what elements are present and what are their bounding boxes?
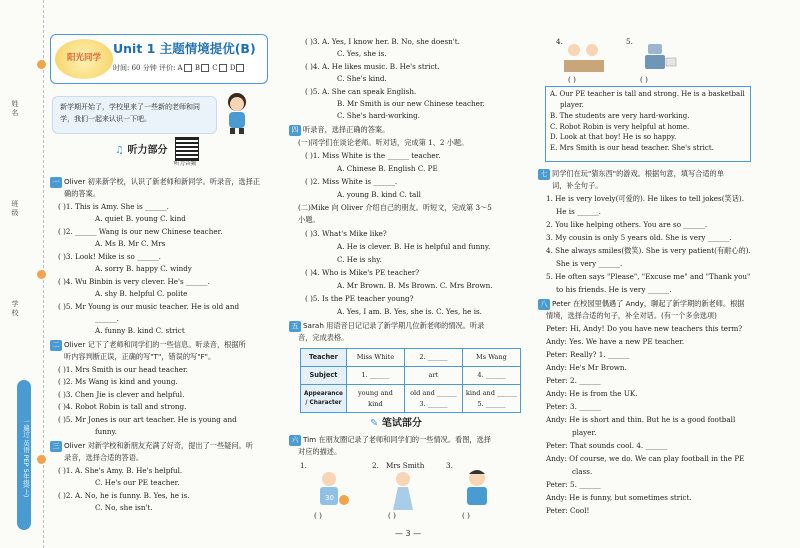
sec4-q2-opts: A. young B. kind C. tall — [337, 190, 421, 199]
grade-box[interactable] — [219, 64, 227, 72]
table-cell[interactable]: 2. ______ — [404, 349, 462, 367]
grade-b: B — [194, 64, 200, 72]
option-e: E. Mrs Smith is our head teacher. She's strict. — [550, 144, 714, 153]
sec4-part2: (二)Mike 向 Oliver 介绍自己的朋友。听短文，完成第 3～5 — [298, 203, 492, 212]
sec3-q3: ( )3. A. Yes, I know her. B. No, she doesn't. — [305, 37, 460, 46]
option-d: D. Look at that boy! He is so happy. — [550, 133, 677, 142]
row-head: Appearance / Character — [301, 385, 347, 413]
sec8-title2: 情境，选择合适的句子，补全对话。(有一个多余选项) — [546, 311, 717, 320]
pic2-caption: Mrs Smith — [386, 461, 425, 470]
time-grade-line — [113, 63, 245, 74]
brand-logo: 阳光同学 — [55, 39, 113, 79]
dialog-line[interactable]: Peter: 2. ______ — [546, 376, 601, 385]
pencil-icon: ✎ — [370, 418, 379, 429]
grade-box[interactable] — [184, 64, 192, 72]
binding-dot — [37, 270, 46, 279]
sec7-title2: 词，补全句子。 — [552, 181, 603, 190]
sec7-item: 1. He is very lovely(可爱的). He likes to tell jokes(笑话). — [546, 194, 744, 203]
name-label: 姓名 — [11, 100, 19, 118]
dialog-line[interactable]: Peter: 3. ______ — [546, 402, 601, 411]
sec3-title: 三 Oliver 对新学校和新朋友充满了好奇，提出了一些疑问。听 — [50, 440, 253, 452]
sec2-item: ( )2. Ms Wang is kind and young. — [58, 377, 178, 386]
dialog-line: Andy: He's Mr Brown. — [546, 363, 627, 372]
dialog-line-cont: class. — [572, 467, 593, 476]
pic-label: 3. — [446, 461, 453, 470]
svg-text:30: 30 — [325, 494, 334, 502]
sec3-q4-c: C. She's kind. — [337, 74, 387, 83]
sec4-q5-opts: A. Yes, I am. B. Yes, she is. C. Yes, he is. — [337, 307, 482, 316]
sec5-title2: 音，完成表格。 — [298, 333, 349, 342]
sec2-item: ( )3. Chen Jie is clever and helpful. — [58, 390, 185, 399]
sec2-item: ( )4. Robot Robin is tall and strong. — [58, 402, 187, 411]
dialog-line[interactable]: Peter: That sounds cool. 4. ______ — [546, 441, 668, 450]
music-note-icon: ♫ — [115, 145, 124, 156]
sec1-q4-opts: A. shy B. helpful C. polite — [95, 289, 188, 298]
grade-c: C — [212, 64, 218, 72]
dialog-line: Andy: He is funny, but sometimes strict. — [546, 493, 692, 502]
binding-dot — [37, 455, 46, 464]
sec7-item-cont[interactable]: to his friends. He is very ______. — [556, 285, 672, 294]
sec3-q1-c: C. He's our PE teacher. — [95, 478, 180, 487]
unit-header — [50, 34, 268, 84]
time-label: 时间: 60 分钟 评价: — [113, 64, 176, 72]
sec1-q3: ( )3. Look! Mike is so ______. — [58, 252, 161, 261]
dialog-line: Andy: Yes. We have a new PE teacher. — [546, 337, 685, 346]
sec7-item-cont[interactable]: She is very ______. — [556, 259, 623, 268]
pic-label: 4. — [556, 37, 563, 46]
sec7-item[interactable]: 2. You like helping others. You are so ______. — [546, 220, 708, 229]
writing-heading: ✎ 笔试部分 — [370, 418, 422, 429]
sec4-q3-opts: A. He is clever. B. He is helpful and funny. — [337, 242, 491, 251]
sec3-q1: ( )1. A. She's Amy. B. He's helpful. — [58, 466, 183, 475]
sec6-title2: 对应的描述。 — [298, 447, 342, 456]
sec2-title: 二 Oliver 记下了老师和同学们的一些信息。听录音，根据所 — [50, 339, 246, 351]
sec7-item: 5. He often says "Please", "Excuse me" and "Thank you" — [546, 272, 751, 281]
sec3-q5-b: B. Mr Smith is our new Chinese teacher. — [337, 99, 485, 108]
sec2-item: ( )1. Mrs Smith is our head teacher. — [58, 365, 188, 374]
dialog-line[interactable]: Peter: 5. ______ — [546, 480, 601, 489]
table-cell[interactable]: 4. ______ — [462, 367, 520, 385]
class-label: 班级 — [11, 200, 19, 218]
sec4-part1: (一)同学们在谈论老师。听对话，完成第 1、2 小题。 — [298, 138, 469, 147]
grade-d: D — [229, 64, 236, 72]
answer-blank[interactable]: ( ) — [314, 511, 322, 520]
sec7-item-cont[interactable]: He is ______. — [556, 207, 601, 216]
answer-blank[interactable]: ( ) — [568, 75, 576, 84]
sec4-part2b: 小题。 — [298, 215, 320, 224]
row-head: Teacher — [301, 349, 347, 367]
sec8-title: 八 Peter 在校园里偶遇了 Andy，聊起了新学期的新老师。根据 — [538, 298, 745, 310]
table-cell[interactable]: 1. ______ — [346, 367, 404, 385]
sec4-q2: ( )2. Miss White is ______. — [305, 177, 398, 186]
sec1-q1: ( )1. This is Amy. She is ______. — [58, 202, 169, 211]
sec7-item: 4. She always smiles(微笑). She is very patient(有耐心的). — [546, 246, 751, 255]
sec6-options-box — [545, 86, 751, 162]
grade-box[interactable] — [201, 64, 209, 72]
dialog-line: Peter: Hi, Andy! Do you have new teachers this term? — [546, 324, 743, 333]
sec5-title: 五 Sarah 用语音日记记录了新学期几位新老师的情况。听录 — [289, 320, 484, 332]
sec1-q2: ( )2. ______ Wang is our new Chinese teacher. — [58, 227, 223, 236]
dialog-line: Andy: He is from the UK. — [546, 389, 638, 398]
dialog-line: Peter: Cool! — [546, 506, 590, 515]
student-illustration — [220, 90, 254, 134]
table-cell: Miss White — [346, 349, 404, 367]
happy-boy-picture — [452, 468, 502, 512]
table-cell: Ms Wang — [462, 349, 520, 367]
sec6-title: 六 Tim 在朋友圈记录了老师和同学们的一些情况。看图，选择 — [289, 434, 491, 446]
binding-dot — [37, 60, 46, 69]
sec4-q3-opts2: C. He is shy. — [337, 255, 382, 264]
sec1-q5-cont: ______. — [95, 314, 119, 323]
unit-title: Unit 1 主题情境提优(B) — [113, 41, 256, 56]
sec4-q3: ( )3. What's Mike like? — [305, 229, 387, 238]
dialog-line-cont: player. — [572, 428, 597, 437]
grade-box[interactable] — [236, 64, 244, 72]
sec4-q1: ( )1. Miss White is the ______ teacher. — [305, 151, 441, 160]
sec2-item-cont: funny. — [95, 427, 117, 436]
sec2-item: ( )5. Mr Jones is our art teacher. He is young and — [58, 415, 237, 424]
intro-bubble: 新学期开始了，学校里来了一些新的老师和同学，我们一起来认识一下吧。 — [52, 96, 217, 134]
sec7-title: 七 同学们在玩"猜东西"的游戏。根据句意，填写合适的单 — [538, 168, 724, 180]
sec4-q4: ( )4. Who is Mike's PE teacher? — [305, 268, 420, 277]
sec3-q2-c: C. No, she isn't. — [95, 503, 153, 512]
answer-blank[interactable]: ( ) — [388, 511, 396, 520]
sec1-title2: 确的答案。 — [64, 189, 100, 198]
sec3-title2: 录音，选择合适的答语。 — [64, 453, 144, 462]
sec4-q4-opts: A. Mr Brown. B. Ms Brown. C. Mrs Brown. — [337, 281, 493, 290]
teacher-table — [300, 348, 521, 413]
sec1-q5: ( )5. Mr Young is our music teacher. He is old and — [58, 302, 240, 311]
sec2-title2: 听内容判断正误，正确的写"T"，错误的写"F"。 — [64, 352, 216, 361]
grade-a: A — [177, 64, 183, 72]
listening-heading: ♫ 听力部分 — [115, 145, 168, 156]
sec1-title: 一 Oliver 初来新学校，认识了新老师和新同学。听录音，选择正 — [50, 176, 260, 188]
sec4-title: 四 听录音，选择正确的答案。 — [289, 124, 389, 136]
sec3-q5: ( )5. A. She can speak English. — [305, 87, 417, 96]
pic-label: 2. — [372, 461, 379, 470]
sec1-q3-opts: A. sorry B. happy C. windy — [95, 264, 192, 273]
binding-spine — [0, 0, 44, 548]
dialog-line[interactable]: Peter: Really? 1. ______ — [546, 350, 630, 359]
sec3-q2: ( )2. A. No, he is funny. B. Yes, he is. — [58, 491, 190, 500]
option-a: A. Our PE teacher is tall and strong. He is a basketball — [550, 90, 745, 98]
teacher-picture — [378, 470, 428, 512]
sec1-q2-opts: A. Ms B. Mr C. Mrs — [95, 239, 166, 248]
sec1-q1-opts: A. quiet B. young C. kind — [95, 214, 186, 223]
option-a-cont: player. — [560, 100, 584, 109]
table-cell[interactable]: kind and ______ 5. ______ — [462, 385, 520, 413]
table-cell[interactable]: old and ______ 3. ______ — [404, 385, 462, 413]
sec3-q5-c: C. She's hard-working. — [337, 111, 421, 120]
answer-blank[interactable]: ( ) — [640, 75, 648, 84]
basketball-player-picture — [304, 470, 354, 512]
students-studying-picture — [560, 40, 608, 76]
sec7-item[interactable]: 3. My cousin is only 5 years old. She is very ______. — [546, 233, 732, 242]
qr-label: 听力音频 — [174, 161, 197, 167]
school-label: 学校 — [11, 300, 19, 318]
sec1-q4: ( )4. Wu Binbin is very clever. He's ______. — [58, 277, 210, 286]
table-cell: art — [404, 367, 462, 385]
sec4-q5: ( )5. Is the PE teacher young? — [305, 294, 414, 303]
pic-label: 5. — [626, 37, 633, 46]
sec3-q4: ( )4. A. He likes music. B. He's strict. — [305, 62, 440, 71]
page-number: — 3 — — [395, 529, 422, 538]
sec4-q1-opts: A. Chinese B. English C. PE — [337, 164, 438, 173]
book-tag: 一遍过 英语 PEP 5年级(上) — [17, 380, 31, 530]
sec3-q3-c: C. Yes, she is. — [337, 49, 387, 58]
option-c: C. Robot Robin is very helpful at home. — [550, 122, 690, 131]
answer-blank[interactable]: ( ) — [462, 511, 470, 520]
sec1-q5-opts: A. funny B. kind C. strict — [95, 326, 185, 335]
robot-picture — [632, 40, 680, 76]
pic-label: 1. — [300, 461, 307, 470]
dialog-line: Andy: Of course, we do. We can play football in the PE — [546, 454, 745, 463]
row-head: Subject — [301, 367, 347, 385]
table-cell: young and kind — [346, 385, 404, 413]
dialog-line: Andy: He is short and thin. But he is a good football — [546, 415, 736, 424]
qr-code[interactable] — [175, 137, 199, 161]
option-b: B. The students are very hard-working. — [550, 111, 690, 120]
